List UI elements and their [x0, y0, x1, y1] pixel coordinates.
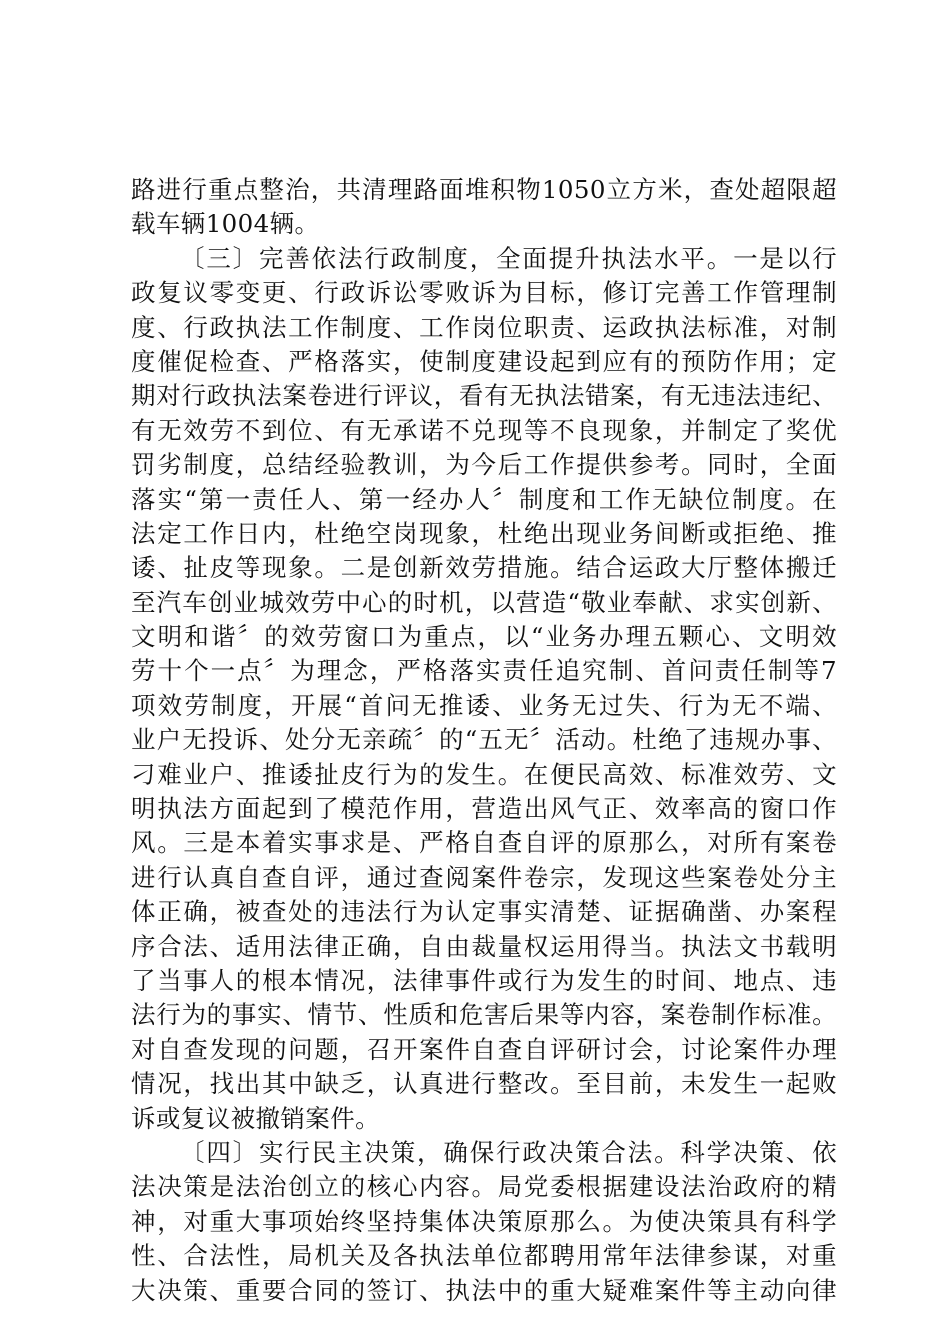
- text-line: 诉或复议被撤销案件。: [131, 1103, 380, 1133]
- text-line: 了当事人的根本情况，法律事件或行为发生的时间、地点、违: [131, 965, 837, 995]
- text-line: 政复议零变更、行政诉讼零败诉为目标，修订完善工作管理制: [131, 278, 837, 308]
- text-line: 文明和谐〞的效劳窗口为重点，以“业务办理五颗心、文明效: [131, 622, 837, 652]
- text-line: 体正确，被查处的违法行为认定事实清楚、证据确凿、办案程: [131, 897, 837, 927]
- text-line: 明执法方面起到了模范作用，营造出风气正、效率高的窗口作: [131, 794, 837, 824]
- text-line: 对自查发现的问题，召开案件自查自评研讨会，讨论案件办理: [131, 1034, 837, 1064]
- text-line: 风。三是本着实事求是、严格自查自评的原那么，对所有案卷: [131, 828, 837, 858]
- text-line: 落实“第一责任人、第一经办人〞制度和工作无缺位制度。在: [131, 484, 837, 514]
- text-line: 路进行重点整治，共清理路面堆积物1050立方米，查处超限超: [131, 175, 837, 204]
- text-line: 序合法、适用法律正确，自由裁量权运用得当。执法文书载明: [131, 931, 837, 961]
- text-line: 刁难业户、推诿扯皮行为的发生。在便民高效、标准效劳、文: [131, 759, 837, 789]
- text-line: 诿、扯皮等现象。二是创新效劳措施。结合运政大厅整体搬迁: [131, 553, 837, 583]
- text-line: 法行为的事实、情节、性质和危害后果等内容，案卷制作标准。: [131, 1000, 837, 1030]
- text-line: 有无效劳不到位、有无承诺不兑现等不良现象，并制定了奖优: [131, 415, 837, 445]
- text-line: 神，对重大事项始终坚持集体决策原那么。为使决策具有科学: [131, 1206, 837, 1236]
- text-line: 法决策是法治创立的核心内容。局党委根据建设法治政府的精: [131, 1172, 837, 1202]
- text-line: 项效劳制度，开展“首问无推诿、业务无过失、行为无不端、: [131, 690, 837, 720]
- text-line: 性、合法性，局机关及各执法单位都聘用常年法律参谋，对重: [131, 1241, 837, 1271]
- text-line: 期对行政执法案卷进行评议，看有无执法错案，有无违法违纪、: [131, 381, 837, 411]
- text-line: 法定工作日内，杜绝空岗现象，杜绝出现业务间断或拒绝、推: [131, 518, 837, 548]
- text-line: 载车辆1004辆。: [131, 209, 320, 239]
- text-line: 度、行政执法工作制度、工作岗位职责、运政执法标准，对制: [131, 312, 837, 342]
- text-line: 情况，找出其中缺乏，认真进行整改。至目前，未发生一起败: [131, 1069, 837, 1099]
- text-line: 劳十个一点〞为理念，严格落实责任追究制、首问责任制等7: [131, 656, 837, 686]
- paragraph-start-line: 〔四〕实行民主决策，确保行政决策合法。科学决策、依: [180, 1137, 837, 1167]
- text-line: 至汽车创业城效劳中心的时机，以营造“敬业奉献、求实创新、: [131, 587, 837, 617]
- text-line: 进行认真自查自评，通过查阅案件卷宗，发现这些案卷处分主: [131, 862, 837, 892]
- document-body: [131, 173, 837, 1308]
- text-line: 业户无投诉、处分无亲疏〞的“五无〞活动。杜绝了违规办事、: [131, 725, 837, 755]
- paragraph-start-line: 〔三〕完善依法行政制度，全面提升执法水平。一是以行: [180, 243, 837, 273]
- text-line: 度催促检查、严格落实，使制度建设起到应有的预防作用；定: [131, 346, 837, 376]
- text-line: 罚劣制度，总结经验教训，为今后工作提供参考。同时，全面: [131, 450, 837, 480]
- text-line: 大决策、重要合同的签订、执法中的重大疑难案件等主动向律: [131, 1275, 837, 1305]
